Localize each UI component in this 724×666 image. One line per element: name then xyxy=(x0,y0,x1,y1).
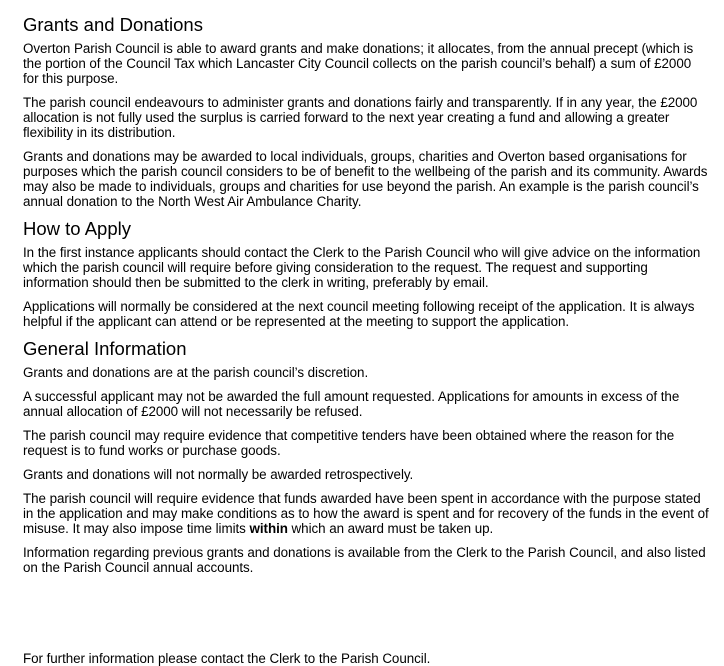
heading-grants-and-donations: Grants and Donations xyxy=(23,14,203,35)
paragraph: The parish council may require evidence that competitive tenders have been obtained where the reason for the request is to fund works or purchase goods. xyxy=(23,428,675,458)
paragraph: Grants and donations are at the parish council’s discretion. xyxy=(23,365,369,380)
footer-contact-note: For further information please contact the Clerk to the Parish Council. xyxy=(23,651,431,666)
section-how-to-apply xyxy=(23,218,710,329)
paragraph: Information regarding previous grants and donations is available from the Clerk to the Parish Council, and also listed on the Parish Council annual accounts. xyxy=(23,545,706,575)
paragraph: In the first instance applicants should contact the Clerk to the Parish Council who will give advice on the information which the parish council will require before giving consideration to the request. The request and supporting information should then be submitted to the clerk in writing, preferably by email. xyxy=(23,245,701,290)
paragraph: A successful applicant may not be awarded the full amount requested. Applications for amounts in excess of the annual allocation of £2000 will not necessarily be refused. xyxy=(23,389,680,419)
paragraph: Overton Parish Council is able to award grants and make donations; it allocates, from the annual precept (which is the portion of the Council Tax which Lancaster City Council collects on the parish council’s behalf) a sum of £2000 for this purpose. xyxy=(23,41,694,86)
paragraph: Grants and donations may be awarded to local individuals, groups, charities and Overton based organisations for purposes which the parish council considers to be of benefit to the wellbeing of the parish and its community. Awards may also be made to individuals, groups and charities for use beyond the parish. An example is the parish council’s annual donation to the North West Air Ambulance Charity. xyxy=(23,149,708,209)
bold-text: within xyxy=(249,521,288,536)
section-grants-and-donations xyxy=(23,14,710,209)
text-run: The parish council will require evidence that funds awarded have been spent in accordance with the purpose stated in the application and may make conditions as to how the award is spent and for recovery of the funds in the event of misuse. It may also impose time limits xyxy=(23,491,709,536)
paragraph: The parish council endeavours to administer grants and donations fairly and transparently. If in any year, the £2000 allocation is not fully used the surplus is carried forward to the next year creating a fund and allowing a greater flexibility in its distribution. xyxy=(23,95,698,140)
paragraph: Grants and donations will not normally be awarded retrospectively. xyxy=(23,467,414,482)
section-general-information xyxy=(23,338,710,575)
paragraph-time-limits xyxy=(23,491,710,536)
heading-how-to-apply: How to Apply xyxy=(23,218,131,239)
heading-general-information: General Information xyxy=(23,338,187,359)
text-run: which an award must be taken up. xyxy=(287,521,494,536)
paragraph: Applications will normally be considered at the next council meeting following receipt of the application. It is always helpful if the applicant can attend or be represented at the meeting to support the application. xyxy=(23,299,695,329)
